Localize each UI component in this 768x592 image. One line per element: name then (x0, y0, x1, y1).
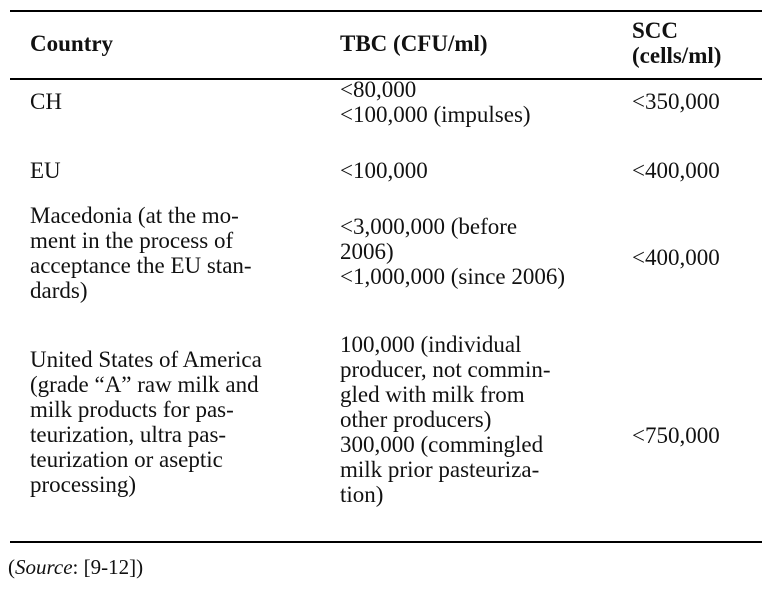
table-cell-line: processing) (30, 472, 137, 497)
table-cell-line: tion) (340, 482, 384, 507)
row-macedonia-scc: <400,000 (632, 245, 720, 270)
source-label: Source (15, 555, 73, 579)
table-cell-line: milk products for pas- (30, 397, 234, 422)
table-cell-line: <100,000 (340, 158, 428, 183)
table-cell-line: teurization, ultra pas- (30, 422, 227, 447)
table-cell-line: <1,000,000 (since 2006) (340, 264, 566, 289)
row-ch-tbc (340, 77, 531, 127)
table-cell-line: producer, not commin- (340, 357, 551, 382)
row-eu-scc: <400,000 (632, 158, 720, 183)
table-cell-line: 300,000 (commingled (340, 432, 544, 457)
table-cell-line: dards) (30, 278, 88, 303)
source-refs: : [9-12]) (72, 555, 144, 579)
row-usa-tbc (340, 332, 551, 507)
table-cell-line: 100,000 (individual (340, 332, 522, 357)
table-cell-line: 2006) (340, 239, 394, 264)
row-macedonia-country (30, 203, 252, 303)
row-ch-scc: <350,000 (632, 89, 720, 114)
table-cell-line: <100,000 (impulses) (340, 102, 531, 127)
table-cell-line: EU (30, 158, 61, 183)
table-cell-line: gled with milk from (340, 382, 525, 407)
table-cell-line: <80,000 (340, 77, 417, 102)
table-cell-line: teurization or aseptic (30, 447, 223, 472)
row-ch-country (30, 89, 62, 114)
table-cell-line: Macedonia (at the mo- (30, 203, 239, 228)
header-scc-line2: (cells/ml) (632, 43, 722, 68)
header-scc (632, 18, 721, 68)
table-cell-line: acceptance the EU stan- (30, 253, 252, 278)
row-eu-country (30, 158, 61, 183)
source-open: ( (8, 555, 15, 579)
table-cell-line: milk prior pasteuriza- (340, 457, 540, 482)
header-country: Country (30, 31, 114, 56)
table-cell-line: <3,000,000 (before (340, 214, 518, 239)
row-macedonia-tbc (340, 214, 565, 289)
table-cell-line: (grade “A” raw milk and (30, 372, 259, 397)
table-bottom-rule (10, 541, 762, 543)
row-eu-tbc (340, 158, 428, 183)
source-note (8, 555, 143, 579)
row-usa-scc: <750,000 (632, 423, 720, 448)
header-scc-line1: SCC (632, 18, 679, 43)
table-cell-line: other producers) (340, 407, 492, 432)
table-cell-line: ment in the process of (30, 228, 234, 253)
table-cell-line: CH (30, 89, 62, 114)
table-cell-line: United States of America (30, 347, 262, 372)
row-usa-country (30, 347, 262, 497)
header-tbc: TBC (CFU/ml) (340, 31, 488, 56)
table-top-rule (10, 10, 762, 12)
